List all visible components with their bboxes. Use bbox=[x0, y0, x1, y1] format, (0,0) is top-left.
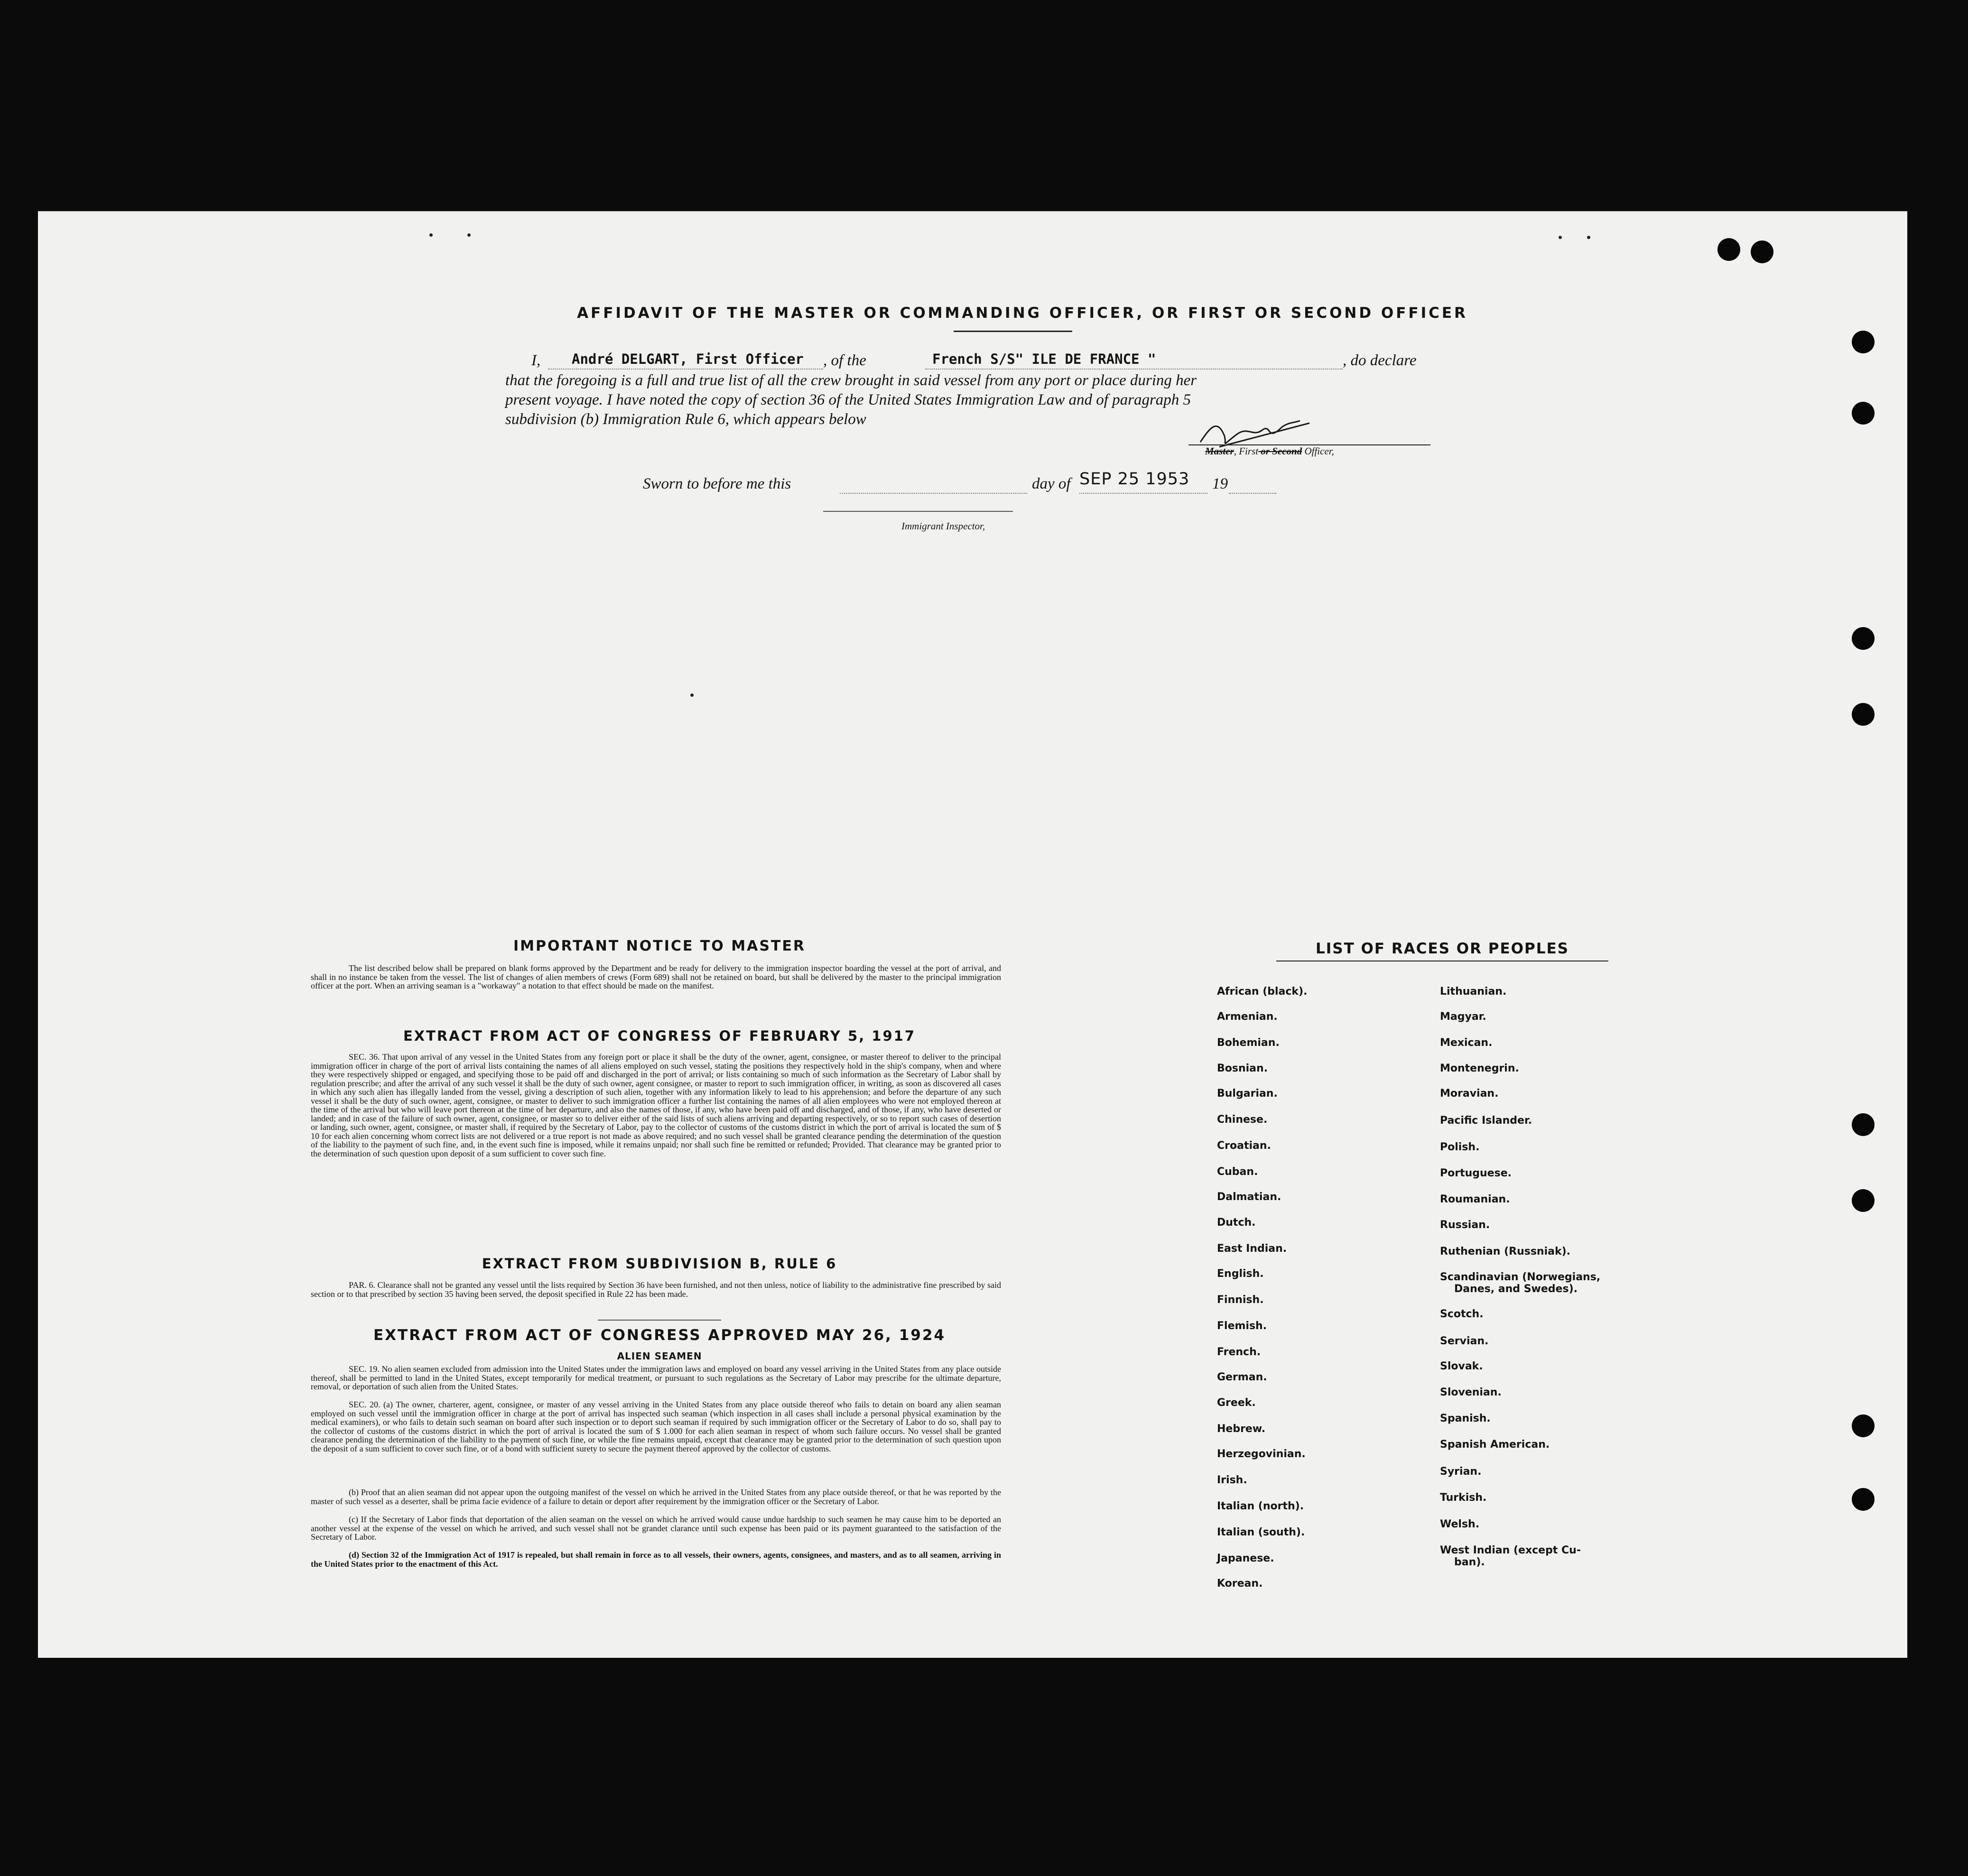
rule6-text: PAR. 6. Clearance shall not be granted any vessel until the lists required by Section 36 have been furnished, and not then unless, notice of liability to the administrative fine prescribed by said section or to that prescribed by section 35 having been served, the deposit specified in Rule 22 has been made. bbox=[311, 1280, 1001, 1299]
race-item: Scotch. bbox=[1440, 1308, 1484, 1320]
race-item: Chinese. bbox=[1217, 1114, 1268, 1126]
section-rule bbox=[598, 1320, 721, 1321]
race-item: Russian. bbox=[1440, 1219, 1490, 1231]
binder-hole bbox=[1751, 240, 1773, 263]
race-item: Korean. bbox=[1217, 1578, 1263, 1590]
race-item: Spanish. bbox=[1440, 1413, 1491, 1424]
affidavit-line-2: that the foregoing is a full and true list of all the crew brought in said vessel from any port or place during her bbox=[505, 372, 1197, 389]
extract-1917-text: SEC. 36. That upon arrival of any vessel in the United States from any foreign port or place it shall be the duty of the owner, agent, consignee, or master thereof to deliver to the principal immigration officer in charge of the port of arrival lists containing the names of all aliens employed on such vessel, stating the positions they respectively hold in the ship's company, when and where they were respectively shipped or engaged, and specifying those to be paid off and discharged in the port of arrival; or lists containing so much of such information as the Secretary of Labor shall by regulation prescribe; and after the arrival of any such vessel it shall be the duty of such owner, agent consignee, or master to report to such immigration officer, in writing, as soon as discovered all cases in which any such alien has illegally landed from the vessel, giving a description of such alien, together with any information likely to lead to his apprehension; and before the departure of any such vessel it shall be the duty of such owner, agent, consignee, or master to deliver to such immigration officer a further list containing the names of all alien employees who were not employed thereon at the time of the arrival but who will leave port thereon at the time of her departure, and also the names of those, if any, who have been paid off and discharged, and of those, if any, who have deserted or landed; and in case of the failure of such owner, agent, consignee, or master so to deliver either of the said lists of such aliens arriving and departing respectively, or so to report such cases of desertion or landing, such owner, agent, consignee, or master shall, if required by the Secretary of Labor, pay to the collector of customs of the customs district in which the port of arrival is located the sum of $ 10 for each alien concerning whom correct lists are not delivered or a true report is not made as above required; and no such vessel shall be granted clearance pending the determination of the question of the liability to the payment of such fine, and, in the event such fine is imposed, while it remains unpaid; nor shall such fine be remitted or refunded; Provided. That clearance may be granted prior to the determination of such question upon deposit of a sum sufficient to cover such fine. bbox=[311, 1052, 1001, 1158]
binder-hole bbox=[1852, 402, 1875, 425]
binder-hole bbox=[1852, 331, 1875, 353]
day-of-text: day of bbox=[1032, 475, 1071, 492]
binder-hole bbox=[1852, 1113, 1875, 1136]
race-item: Portuguese. bbox=[1440, 1167, 1512, 1179]
speck bbox=[429, 233, 433, 237]
year-line bbox=[1229, 493, 1276, 494]
sec20b-text: (b) Proof that an alien seaman did not appear upon the outgoing manifest of the vessel on which he arrived in the United States from any place outside thereof, or that he was reported by the master of such vessel as a deserter, shall be prima facie evidence of a failure to detain or deport after requirement by the immigration officer or the Secretary of Labor. bbox=[311, 1488, 1001, 1506]
race-item: Moravian. bbox=[1440, 1088, 1499, 1100]
sec20d-text: (d) Section 32 of the Immigration Act of 1917 is repealed, but shall remain in force as to all vessels, their owners, agents, consignees, and masters, and as to all seamen, arriving in the United States prior to the enactment of this Act. bbox=[311, 1550, 1001, 1569]
officer-name: André DELGART, First Officer bbox=[572, 351, 804, 367]
race-item: Japanese. bbox=[1217, 1553, 1274, 1564]
race-item: Montenegrin. bbox=[1440, 1063, 1519, 1074]
extract-1917-title: EXTRACT FROM ACT OF CONGRESS OF FEBRUARY 5, 1917 bbox=[403, 1028, 916, 1044]
race-item: Slovenian. bbox=[1440, 1386, 1502, 1398]
date-stamp: SEP 25 1953 bbox=[1079, 470, 1190, 489]
binder-hole bbox=[1852, 1488, 1875, 1511]
race-item: East Indian. bbox=[1217, 1243, 1287, 1255]
vessel-name: French S/S" ILE DE FRANCE " bbox=[932, 351, 1156, 367]
race-item: Italian (north). bbox=[1217, 1500, 1304, 1512]
race-item: Bulgarian. bbox=[1217, 1088, 1278, 1100]
caption-officer: Officer, bbox=[1302, 445, 1334, 457]
races-title: LIST OF RACES OR PEOPLES bbox=[1315, 940, 1569, 957]
race-item: Finnish. bbox=[1217, 1294, 1264, 1306]
sec20a-text: SEC. 20. (a) The owner, charterer, agent, consignee, or master of any vessel arriving in the United States from any place outside thereof who fails to detain on board any alien seaman employed on such vessel until the immigration officer in charge at the port of arrival has inspected such seaman (which inspection in all cases shall include a personal physical examination by the medical examiners), or who fails to detain such seaman on board after such inspection or to deport such seaman if required by such immigration officer or the Secretary of Labor to do so, shall pay to the collector of customs of the customs district in which the port of arrival is located the sum of $ 1.000 for each alien seaman in respect of whom such failure occurs. No vessel shall be granted clearance pending the determination of the liability to the payment of such fine, or while the fine remains unpaid, except that clearance may be granted prior to the determination of such question upon the deposit of a sum sufficient to cover such fine, or of a bond with sufficient surety to secure the payment thereof approved by the collector of customs. bbox=[311, 1400, 1001, 1453]
race-item: Ruthenian (Russniak). bbox=[1440, 1246, 1571, 1257]
speck bbox=[1587, 236, 1590, 239]
race-item: Cuban. bbox=[1217, 1166, 1258, 1178]
affidavit-line-4: subdivision (b) Immigration Rule 6, which appears below bbox=[505, 411, 866, 428]
race-item: Italian (south). bbox=[1217, 1526, 1305, 1538]
title-rule bbox=[954, 331, 1072, 332]
race-item: Hebrew. bbox=[1217, 1423, 1266, 1435]
race-item: Mexican. bbox=[1440, 1037, 1493, 1049]
race-item: Armenian. bbox=[1217, 1011, 1278, 1023]
notice-title: IMPORTANT NOTICE TO MASTER bbox=[513, 938, 806, 954]
race-item: Flemish. bbox=[1217, 1320, 1267, 1332]
sworn-day-line bbox=[840, 493, 1027, 494]
caption-first: , First bbox=[1234, 445, 1259, 457]
race-item: Dalmatian. bbox=[1217, 1191, 1281, 1203]
race-item: French. bbox=[1217, 1346, 1261, 1358]
manifest-page bbox=[38, 211, 1907, 1658]
race-item: Magyar. bbox=[1440, 1011, 1486, 1023]
race-item: Dutch. bbox=[1217, 1217, 1256, 1229]
binder-hole bbox=[1852, 627, 1875, 650]
sworn-text: Sworn to before me this bbox=[643, 475, 791, 492]
binder-hole bbox=[1852, 703, 1875, 726]
notice-text: The list described below shall be prepared on blank forms approved by the Department and be ready for delivery to the immigration inspector boarding the vessel at the port of arrival, and shall in no instance be taken from the vessel. The list of changes of alien members of crews (Form 689) shall not be retained on board, but shall be delivered by the master to the principal immigration officer at the port. When an arriving seaman is a "workaway" a notation to that effect should be made on the manifest. bbox=[311, 963, 1001, 990]
race-item: Bosnian. bbox=[1217, 1063, 1268, 1074]
race-item: Polish. bbox=[1440, 1141, 1480, 1153]
sec20c-text: (c) If the Secretary of Labor finds that deportation of the alien seaman on the vessel on which he arrived would cause undue hardship to such seamen he may cause him to be deported an another vessel at the expense of the vessel on which he arrived, and such vessel shall not be grandet clarance until such expense has been paid or its payment guaranteed to the satisfaction of the Secretary of Labor. bbox=[311, 1515, 1001, 1542]
sec19-text: SEC. 19. No alien seamen excluded from admission into the United States under the immigration laws and employed on board any vessel arriving in the United States from any place outside thereof, shall be permitted to land in the United States, except temporarily for medical treatment, or pursuant to such regulations as the Secretary of Labor may prescribe for the ultimate departure, removal, or deportation of such alien from the United States. bbox=[311, 1364, 1001, 1391]
signature-caption bbox=[1205, 445, 1334, 457]
race-item: Croatian. bbox=[1217, 1140, 1271, 1152]
caption-master-struck: Master bbox=[1205, 445, 1234, 457]
affidavit-of-the: , of the bbox=[823, 352, 866, 369]
race-item: Greek. bbox=[1217, 1397, 1256, 1409]
sworn-date-line bbox=[1079, 493, 1207, 494]
race-item: Scandinavian (Norwegians, bbox=[1440, 1271, 1601, 1283]
race-item: Pacific Islander. bbox=[1440, 1115, 1532, 1127]
race-item: Turkish. bbox=[1440, 1492, 1487, 1504]
year-prefix: 19 bbox=[1212, 475, 1228, 492]
race-item: African (black). bbox=[1217, 986, 1308, 998]
race-item: ban). bbox=[1454, 1556, 1485, 1568]
officer-name-line bbox=[548, 369, 823, 370]
vessel-name-line bbox=[925, 369, 1343, 370]
race-item: Bohemian. bbox=[1217, 1037, 1280, 1049]
inspector-caption: Immigrant Inspector, bbox=[901, 520, 985, 532]
alien-seamen-subtitle: ALIEN SEAMEN bbox=[617, 1350, 702, 1362]
extract-1924-title: EXTRACT FROM ACT OF CONGRESS APPROVED MAY 26, 1924 bbox=[373, 1327, 946, 1344]
race-item: Irish. bbox=[1217, 1474, 1247, 1486]
affidavit-i: I, bbox=[531, 352, 541, 369]
race-item: Slovak. bbox=[1440, 1360, 1483, 1372]
affidavit-line-3: present voyage. I have noted the copy of section 36 of the United States Immigration Law and of paragraph 5 bbox=[505, 391, 1191, 408]
race-item: English. bbox=[1217, 1268, 1264, 1280]
binder-hole bbox=[1852, 1189, 1875, 1212]
race-item: Danes, and Swedes). bbox=[1454, 1283, 1578, 1295]
race-item: Servian. bbox=[1440, 1335, 1489, 1347]
binder-hole bbox=[1717, 238, 1740, 261]
affidavit-do-declare: , do declare bbox=[1343, 352, 1417, 369]
race-item: German. bbox=[1217, 1371, 1267, 1383]
inspector-line bbox=[823, 511, 1013, 512]
race-item: Herzegovinian. bbox=[1217, 1448, 1306, 1460]
race-item: Spanish American. bbox=[1440, 1439, 1550, 1451]
caption-second-struck: or Second bbox=[1258, 445, 1302, 457]
binder-hole bbox=[1852, 1414, 1875, 1437]
race-item: Roumanian. bbox=[1440, 1193, 1510, 1205]
race-item: Syrian. bbox=[1440, 1466, 1482, 1478]
race-item: Welsh. bbox=[1440, 1518, 1480, 1530]
affidavit-title: AFFIDAVIT OF THE MASTER OR COMMANDING OFFICER, OR FIRST OR SECOND OFFICER bbox=[577, 305, 1468, 322]
speck bbox=[690, 693, 694, 697]
speck bbox=[467, 233, 471, 237]
race-item: Lithuanian. bbox=[1440, 986, 1507, 998]
race-item: West Indian (except Cu- bbox=[1440, 1544, 1581, 1556]
rule6-title: EXTRACT FROM SUBDIVISION B, RULE 6 bbox=[482, 1256, 837, 1272]
speck bbox=[1559, 236, 1562, 239]
